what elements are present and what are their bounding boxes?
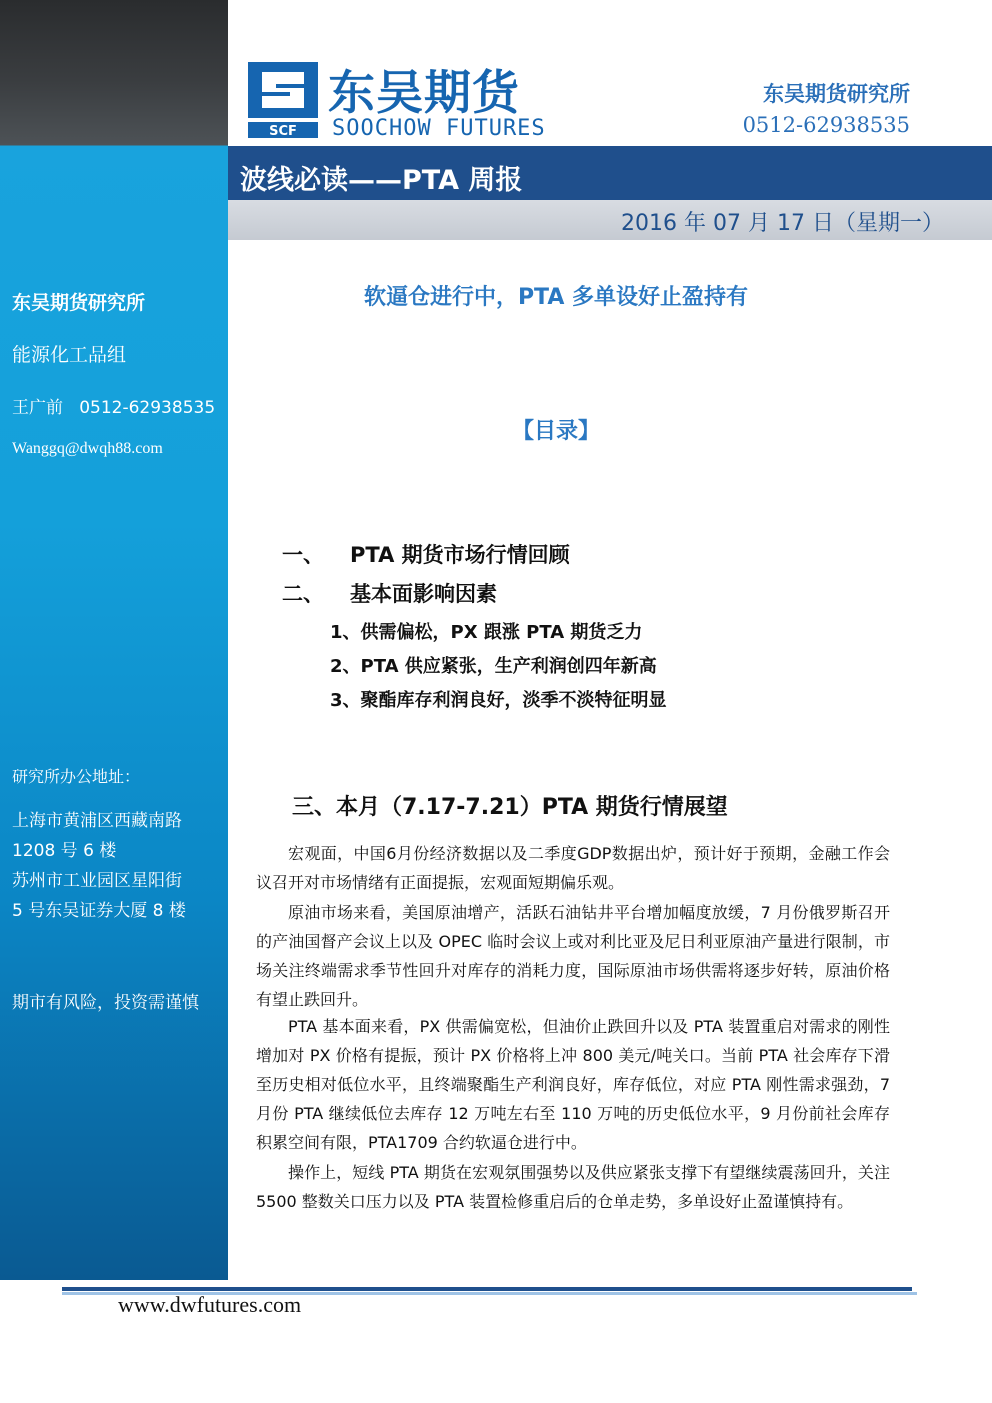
toc-title: 【目录】 [511,419,600,444]
address-line: 苏州市工业园区星阳街 [12,871,182,891]
footer-divider [62,1287,912,1291]
logo-text-cn: 东吴期货 [328,66,520,121]
sidebar-contact: 王广前 0512-62938535 [12,398,216,418]
logo-abbr: SCF [269,124,297,139]
sidebar-risk-notice: 期市有风险，投资需谨慎 [12,993,199,1013]
toc-item-number: 一、 [282,543,324,567]
report-date: 2016 年 07 月 17 日（星期一） [621,211,944,236]
sidebar-email[interactable]: Wanggq@dwqh88.com [12,440,163,457]
date-bar [228,200,992,240]
paragraph-crude: 原油市场来看，美国原油增产，活跃石油钻井平台增加幅度放缓，7 月份俄罗斯召开的产油国督产会议上以及 OPEC 临时会议上或对利比亚及尼日利亚原油产量进行限制，市场关注终端需求季节性回升对库存的消耗力度，国际原油市场供需将逐步好转，原油价格有望止跌回升。 [256,903,890,1009]
toc-item-2[interactable]: 基本面影响因素 [350,582,497,606]
sidebar-address-label: 研究所办公地址： [12,767,141,786]
sidebar [0,0,228,1280]
toc-subitem-3[interactable]: 3、聚酯库存利润良好，淡季不淡特征明显 [330,690,667,711]
toc-subitem-2[interactable]: 2、PTA 供应紧张，生产利润创四年新高 [330,656,657,677]
paragraph-strategy: 操作上，短线 PTA 期货在宏观氛围强势以及供应紧张支撑下有望继续震荡回升，关注 5500 整数关口压力以及 PTA 装置检修重启后的仓单走势，多单设好止盈谨慎持有。 [256,1163,890,1211]
address-line: 上海市黄浦区西藏南路 [12,811,182,831]
toc-subitem-1[interactable]: 1、供需偏松，PX 跟涨 PTA 期货乏力 [330,622,643,643]
headline: 软逼仓进行中，PTA 多单设好止盈持有 [363,285,749,310]
logo-text-en: SOOCHOW FUTURES [332,116,546,141]
sidebar-org: 东吴期货研究所 [12,292,146,314]
sidebar-group: 能源化工品组 [12,344,127,366]
footer-website-link[interactable]: www.dwfutures.com [118,1292,302,1317]
logo-mark-icon [248,62,324,140]
address-line: 1208 号 6 楼 [12,841,117,861]
address-line: 5 号东吴证券大厦 8 楼 [12,901,186,921]
report-title: 波线必读——PTA 周报 [240,165,523,196]
paragraph-macro: 宏观面，中国6月份经济数据以及二季度GDP数据出炉，预计好于预期，金融工作会议召开对市场情绪有正面提振，宏观面短期偏乐观。 [256,844,890,892]
header-org: 东吴期货研究所 [763,82,910,106]
toc-item-number: 二、 [282,582,324,606]
company-logo [248,60,583,142]
paragraph-pta: PTA 基本面来看，PX 供需偏宽松，但油价止跌回升以及 PTA 装置重启对需求的刚性增加对 PX 价格有提振，预计 PX 价格将上冲 800 美元/吨关口。当前 PTA 社会库存下滑至历史相对低位水平，且终端聚酯生产利润良好，库存低位，对应 PTA 刚性需求强劲，7 月份 PTA 继续低位去库存 12 万吨左右至 110 万吨的历史低位水平，9 月份前社会库存积累空间有限，PTA1709 合约软逼仓进行中。 [256,1017,890,1152]
toc-item-1[interactable]: PTA 期货市场行情回顾 [350,543,570,567]
sidebar-address [12,806,186,926]
section-3-title: 三、本月（7.17-7.21）PTA 期货行情展望 [292,795,728,820]
title-bar [228,146,992,202]
header-phone: 0512-62938535 [742,113,910,137]
